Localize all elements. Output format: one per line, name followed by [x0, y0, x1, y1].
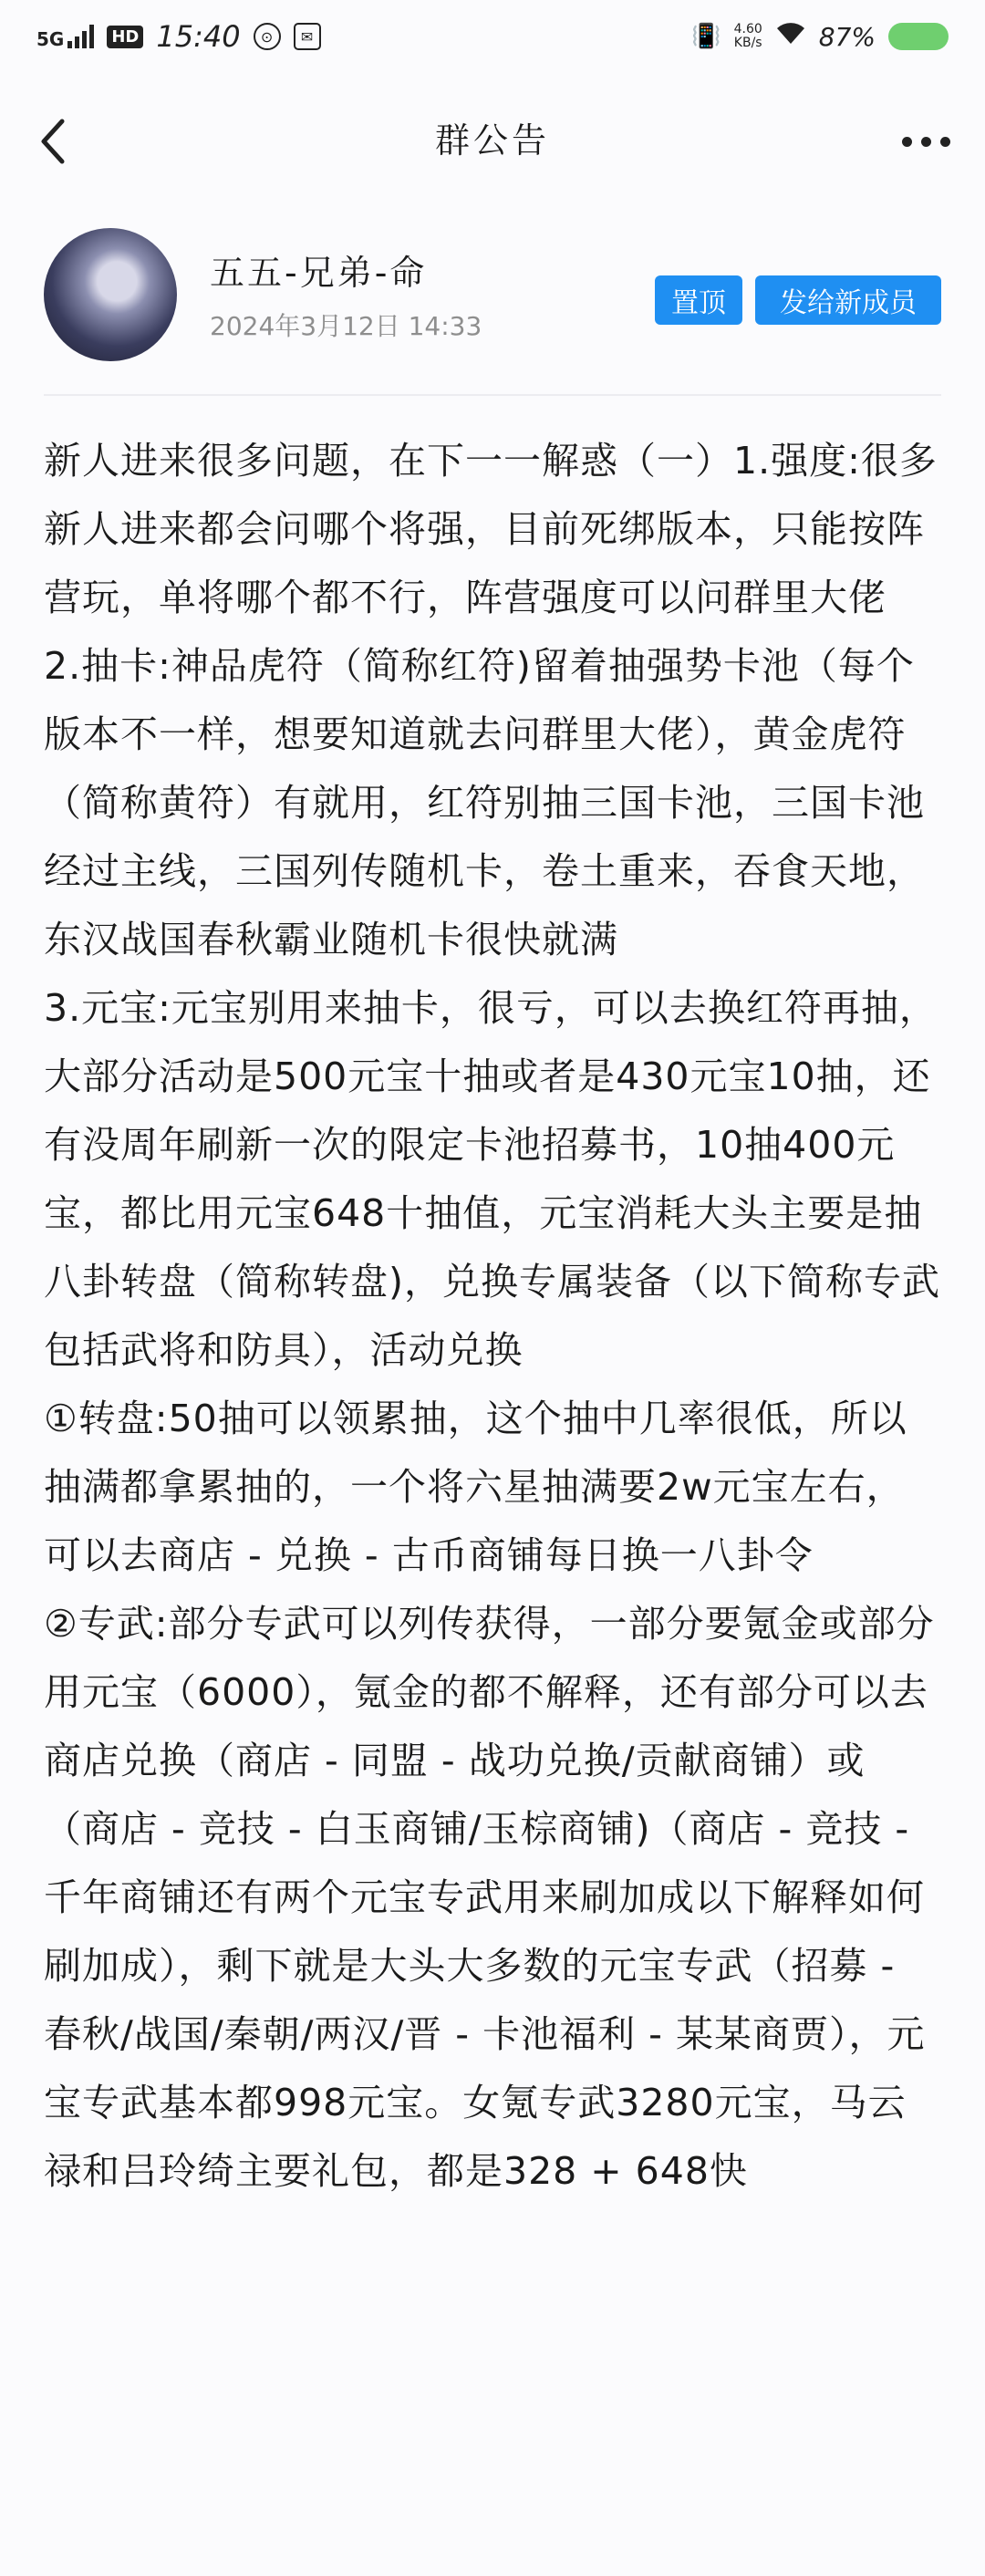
speed-value: 4.60: [733, 22, 762, 36]
status-left: [36, 19, 321, 54]
more-dot-icon: [902, 137, 912, 147]
signal-icon: [67, 25, 94, 48]
announcement-paragraph: 新人进来很多问题，在下一一解惑（一）1.强度:很多新人进来都会问哪个将强，目前死绑版本，只能按阵营玩，单将哪个都不行，阵营强度可以问群里大佬: [44, 439, 938, 619]
hd-badge: HD: [107, 26, 143, 48]
announcement-body: [44, 427, 941, 2206]
battery-icon: [888, 23, 949, 50]
more-dot-icon: [940, 137, 950, 147]
vibrate-icon: 📳: [691, 23, 721, 50]
status-bar: [0, 0, 985, 73]
back-button[interactable]: [27, 114, 82, 169]
wifi-icon: [775, 20, 806, 53]
pin-button[interactable]: 置顶: [655, 275, 742, 325]
author-card: [44, 228, 941, 365]
status-right: [691, 20, 949, 53]
post-time: 2024年3月12日 14:33: [210, 311, 482, 341]
send-to-new-members-button[interactable]: 发给新成员: [755, 275, 941, 325]
author-name: 五五-兄弟-命: [210, 253, 428, 293]
network-speed: [734, 23, 762, 50]
announcement-paragraph: ①转盘:50抽可以领累抽，这个抽中几率很低，所以抽满都拿累抽的，一个将六星抽满要2w元宝左右，可以去商店 - 兑换 - 古币商铺每日换一八卦令: [44, 1397, 907, 1577]
network-type: 5G: [36, 28, 65, 50]
avatar[interactable]: [44, 228, 177, 361]
announcement-paragraph: 2.抽卡:神品虎符（简称红符)留着抽强势卡池（每个版本不一样，想要知道就去问群里大佬），黄金虎符（简称黄符）有就用，红符别抽三国卡池，三国卡池经过主线，三国列传随机卡，卷土重来，吞食天地，东汉战国春秋霸业随机卡很快就满: [44, 644, 925, 961]
notification-icon: ⊙: [254, 23, 281, 50]
network-indicator: [36, 25, 94, 48]
chevron-left-icon: [27, 114, 82, 169]
announcement-paragraph: 3.元宝:元宝别用来抽卡，很亏，可以去换红符再抽，大部分活动是500元宝十抽或者是430元宝10抽，还有没周年刷新一次的限定卡池招募书，10抽400元宝，都比用元宝648十抽值，元宝消耗大头主要是抽八卦转盘（简称转盘)，兑换专属装备（以下简称专武包括武将和防具），活动兑换: [44, 986, 940, 1372]
battery-percent: 87%: [818, 21, 876, 52]
page-title: 群公告: [434, 119, 550, 161]
clock: 15:40: [156, 19, 241, 54]
announcement-paragraph: ②专武:部分专武可以列传获得，一部分要氪金或部分用元宝（6000），氪金的都不解释，还有部分可以去商店兑换（商店 - 同盟 - 战功兑换/贡献商铺）或（商店 - 竞技 - 白玉商铺/玉棕商铺)（商店 - 竞技 - 千年商铺还有两个元宝专武用来刷加成以下解释如何刷加成），剩下就是大头大多数的元宝专武（招募 - 春秋/战国/秦朝/两汉/晋 - 卡池福利 - 某某商贾），元宝专武基本都998元宝。女氪专武3280元宝，马云禄和吕玲绮主要礼包，都是328 + 648快: [44, 1602, 935, 2193]
nav-bar: [0, 73, 985, 201]
speed-unit: KB/s: [733, 36, 762, 50]
more-button[interactable]: [894, 123, 958, 160]
divider: [44, 394, 941, 396]
app-notification-icon: ✉: [294, 23, 321, 50]
more-dot-icon: [921, 137, 931, 147]
